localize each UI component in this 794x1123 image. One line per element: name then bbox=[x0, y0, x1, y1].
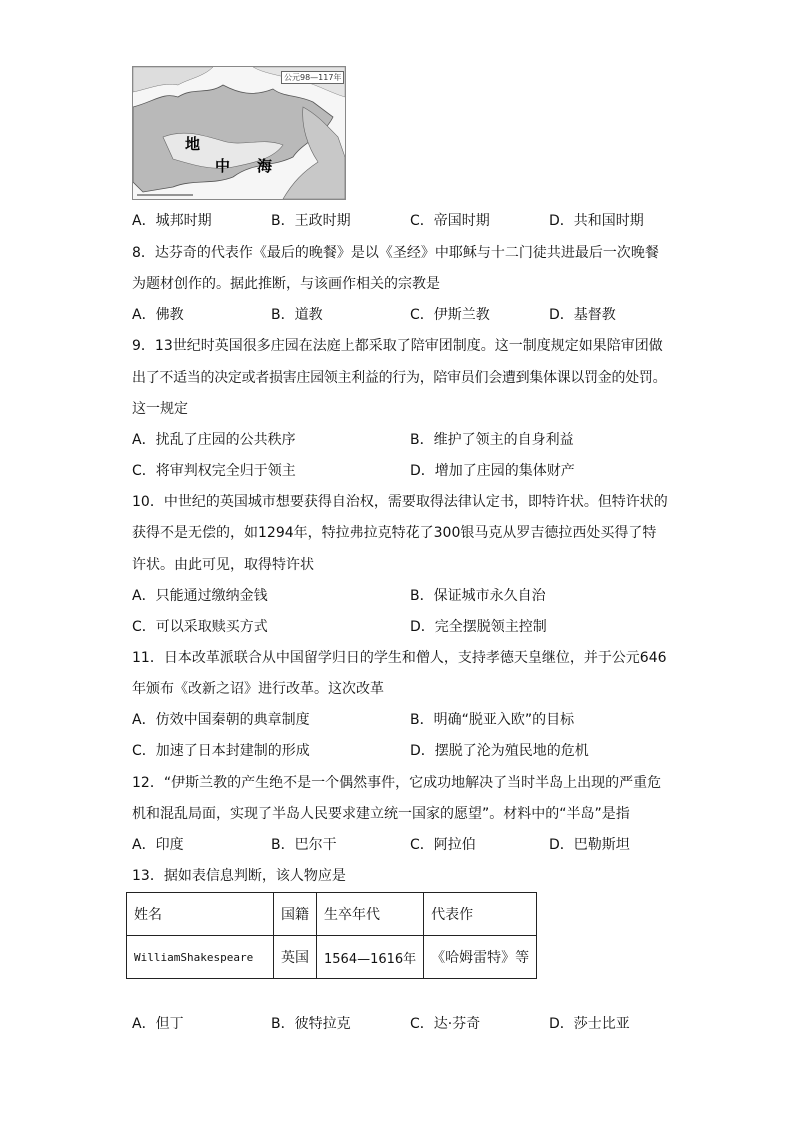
q13-stem: 13．据如表信息判断，该人物应是 bbox=[132, 868, 346, 884]
q10-option-d: D．完全摆脱领主控制 bbox=[410, 619, 547, 635]
map-label-hai: 海 bbox=[257, 157, 273, 175]
table-header-row bbox=[127, 893, 537, 936]
q8-option-c: C．伊斯兰教 bbox=[410, 307, 490, 323]
q12-stem-line-1: 12．“伊斯兰教的产生绝不是一个偶然事件，它成功地解决了当时半岛上出现的严重危 bbox=[132, 775, 662, 791]
q7-option-b: B．王政时期 bbox=[271, 213, 351, 229]
q8-option-a: A．佛教 bbox=[132, 307, 184, 323]
q12-option-a: A．印度 bbox=[132, 837, 184, 853]
q13-option-b: B．彼特拉克 bbox=[271, 1016, 351, 1032]
map-label-zhong: 中 bbox=[215, 157, 231, 175]
q8-stem-line-2: 为题材创作的。据此推断，与该画作相关的宗教是 bbox=[132, 276, 440, 292]
q8-option-d: D．基督教 bbox=[549, 307, 616, 323]
q9-stem-line-3: 这一规定 bbox=[132, 401, 188, 417]
q13-option-d: D．莎士比亚 bbox=[549, 1016, 630, 1032]
q12-stem-line-2: 机和混乱局面，实现了半岛人民要求建立统一国家的愿望”。材料中的“半岛”是指 bbox=[132, 806, 630, 822]
cell-years: 1564—1616年 bbox=[317, 936, 424, 979]
q10-stem-line-2: 获得不是无偿的，如1294年，特拉弗拉克特花了300银马克从罗吉德拉西处买得了特 bbox=[132, 525, 657, 541]
q11-option-d: D．摆脱了沦为殖民地的危机 bbox=[410, 743, 589, 759]
q10-option-a: A．只能通过缴纳金钱 bbox=[132, 588, 268, 604]
q13-option-c: C．达·芬奇 bbox=[410, 1016, 481, 1032]
cell-name: WilliamShakespeare bbox=[127, 936, 274, 979]
q9-option-d: D．增加了庄园的集体财产 bbox=[410, 463, 575, 479]
header-nationality: 国籍 bbox=[274, 893, 317, 936]
cell-works: 《哈姆雷特》等 bbox=[424, 936, 537, 979]
q7-option-a: A．城邦时期 bbox=[132, 213, 212, 229]
q10-stem-line-1: 10．中世纪的英国城市想要获得自治权，需要取得法律认定书，即特许状。但特许状的 bbox=[132, 494, 668, 510]
q9-option-b: B．维护了领主的自身利益 bbox=[410, 432, 574, 448]
q11-stem-line-2: 年颁布《改新之诏》进行改革。这次改革 bbox=[132, 681, 384, 697]
header-years: 生卒年代 bbox=[317, 893, 424, 936]
q12-option-c: C．阿拉伯 bbox=[410, 837, 476, 853]
q7-option-c: C．帝国时期 bbox=[410, 213, 490, 229]
q13-option-a: A．但丁 bbox=[132, 1016, 184, 1032]
q8-option-b: B．道教 bbox=[271, 307, 323, 323]
table-row bbox=[127, 936, 537, 979]
q8-stem-line-1: 8．达芬奇的代表作《最后的晚餐》是以《圣经》中耶稣与十二门徒共进最后一次晚餐 bbox=[132, 245, 659, 261]
q9-stem-line-1: 9．13世纪时英国很多庄园在法庭上都采取了陪审团制度。这一制度规定如果陪审团做 bbox=[132, 338, 663, 354]
q10-option-b: B．保证城市永久自治 bbox=[410, 588, 546, 604]
q11-option-c: C．加速了日本封建制的形成 bbox=[132, 743, 310, 759]
q7-option-d: D．共和国时期 bbox=[549, 213, 644, 229]
q11-option-b: B．明确“脱亚入欧”的目标 bbox=[410, 712, 575, 728]
q9-option-c: C．将审判权完全归于领主 bbox=[132, 463, 296, 479]
roman-empire-map bbox=[132, 66, 346, 200]
q11-option-a: A．仿效中国秦朝的典章制度 bbox=[132, 712, 310, 728]
map-drawing bbox=[133, 67, 345, 199]
person-info-table bbox=[126, 892, 537, 979]
q11-stem-line-1: 11．日本改革派联合从中国留学归日的学生和僧人，支持孝德天皇继位，并于公元646 bbox=[132, 650, 667, 666]
q12-option-d: D．巴勒斯坦 bbox=[549, 837, 630, 853]
cell-nationality: 英国 bbox=[274, 936, 317, 979]
q9-option-a: A．扰乱了庄园的公共秩序 bbox=[132, 432, 296, 448]
map-date-label: 公元98—117年 bbox=[281, 71, 344, 84]
header-name: 姓名 bbox=[127, 893, 274, 936]
q10-stem-line-3: 许状。由此可见，取得特许状 bbox=[132, 557, 314, 573]
map-label-di: 地 bbox=[185, 135, 201, 153]
q12-option-b: B．巴尔干 bbox=[271, 837, 337, 853]
q9-stem-line-2: 出了不适当的决定或者损害庄园领主利益的行为，陪审员们会遭到集体课以罚金的处罚。 bbox=[132, 370, 667, 386]
header-works: 代表作 bbox=[424, 893, 537, 936]
q10-option-c: C．可以采取赎买方式 bbox=[132, 619, 268, 635]
